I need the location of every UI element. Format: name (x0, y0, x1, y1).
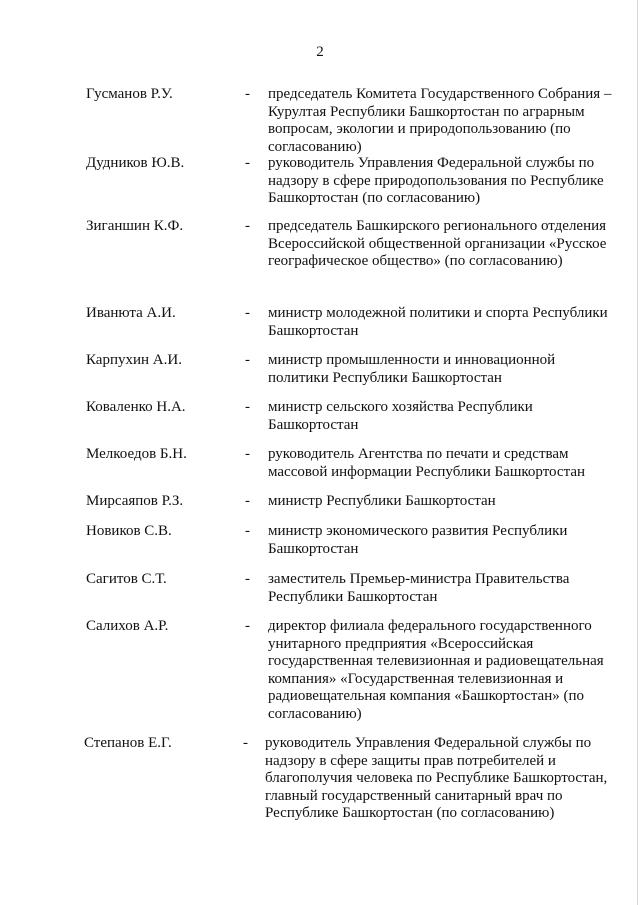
member-role: председатель Комитета Государственного Собрания – Курултая Республики Башкортостан по аграрным вопросам, экологии и природопользованию (по согласованию) (268, 86, 612, 155)
member-name: Коваленко Н.А. (86, 399, 186, 415)
member-name: Гусманов Р.У. (86, 86, 173, 102)
member-name: Карпухин А.И. (86, 352, 182, 368)
member-role: руководитель Управления Федеральной службы по надзору в сфере природопользования по Республике Башкортостан (по согласованию) (268, 155, 604, 206)
page-edge-line (637, 0, 638, 905)
entry-dash: - (245, 218, 250, 234)
member-role: директор филиала федерального государственного унитарного предприятия «Всероссийская государственная телевизионная и радиовещательная компания» «Государственная телевизионная и радиовещательная компания «Башкортостан» (по согласованию) (268, 618, 604, 722)
member-role: министр промышленности и инновационной политики Республики Башкортостан (268, 352, 556, 386)
entry-dash: - (245, 86, 250, 102)
entry-dash: - (245, 523, 250, 539)
member-role: министр Республики Башкортостан (268, 493, 496, 509)
member-name: Иванюта А.И. (86, 305, 176, 321)
member-name: Дудников Ю.В. (86, 155, 185, 171)
member-name: Мелкоедов Б.Н. (86, 446, 187, 462)
member-role: руководитель Управления Федеральной службы по надзору в сфере защиты прав потребителей и благополучия человека по Республике Башкортостан, главный государственный санитарный врач по Республике Башкортостан (по согласованию) (265, 735, 608, 821)
member-role: министр экономического развития Республики Башкортостан (268, 523, 568, 557)
member-role: руководитель Агентства по печати и средствам массовой информации Республики Башкортостан (268, 446, 586, 480)
entry-dash: - (245, 305, 250, 321)
member-name: Зиганшин К.Ф. (86, 218, 184, 234)
entry-dash: - (243, 735, 248, 751)
member-role: министр сельского хозяйства Республики Башкортостан (268, 399, 533, 433)
page-number: 2 (316, 44, 324, 60)
member-role: заместитель Премьер-министра Правительства Республики Башкортостан (268, 571, 570, 605)
entry-dash: - (245, 399, 250, 415)
member-name: Степанов Е.Г. (84, 735, 172, 751)
member-role: председатель Башкирского регионального отделения Всероссийской общественной организации «Русское географическое общество» (по согласованию) (268, 218, 607, 269)
member-name: Мирсаяпов Р.З. (86, 493, 184, 509)
entry-dash: - (245, 618, 250, 634)
member-name: Новиков С.В. (86, 523, 172, 539)
member-role: министр молодежной политики и спорта Республики Башкортостан (268, 305, 608, 339)
entry-dash: - (245, 493, 250, 509)
entry-dash: - (245, 155, 250, 171)
entry-dash: - (245, 571, 250, 587)
member-name: Салихов А.Р. (86, 618, 169, 634)
entry-dash: - (245, 352, 250, 368)
entry-dash: - (245, 446, 250, 462)
member-name: Сагитов С.Т. (86, 571, 167, 587)
